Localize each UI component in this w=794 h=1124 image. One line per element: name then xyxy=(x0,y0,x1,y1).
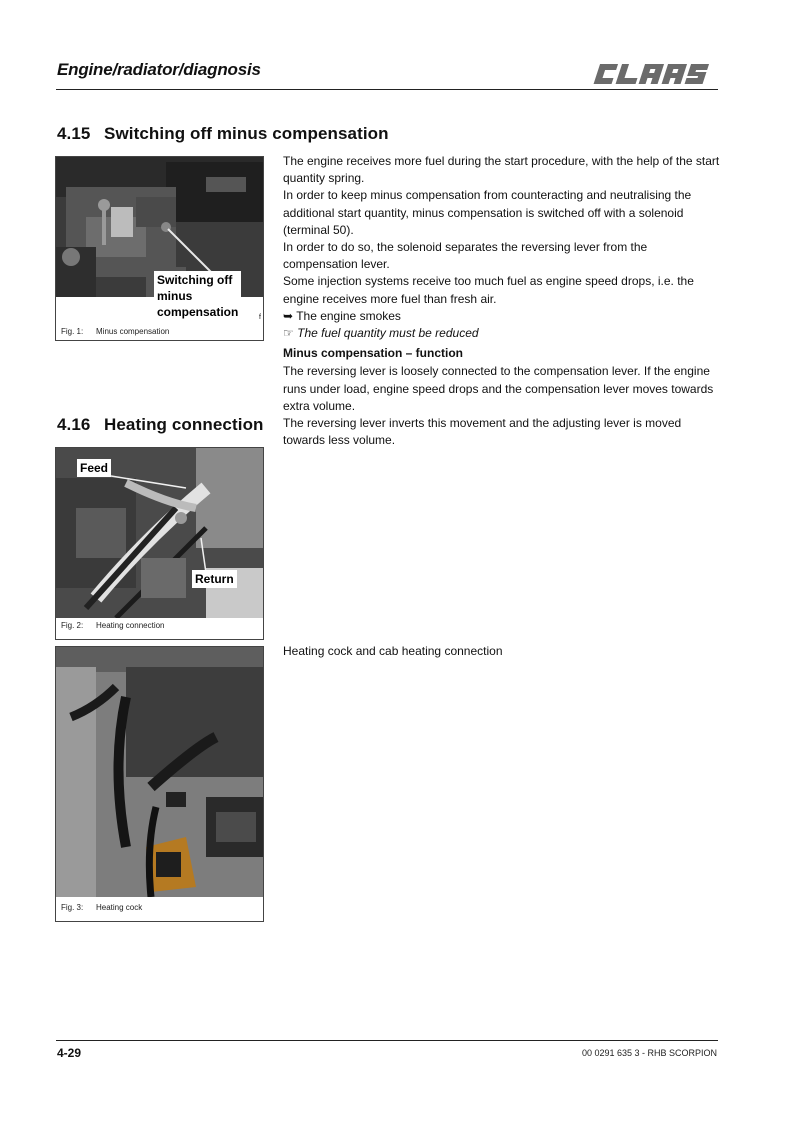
footer-rule xyxy=(56,1040,718,1041)
figure-caption xyxy=(61,903,142,912)
page-number: 4-29 xyxy=(57,1046,82,1060)
chapter-title: Engine/radiator/diagnosis xyxy=(57,60,261,79)
callout-switching-off xyxy=(154,271,241,321)
section-4-15-text xyxy=(283,153,723,449)
paragraph: The reversing lever is loosely connected to the compensation lever. If the engine runs under load, engine speed drops and the compensation lever moves towards extra volume. xyxy=(283,364,714,413)
callout-feed: Feed xyxy=(77,459,111,477)
subheading: Minus compensation – function xyxy=(283,346,464,361)
section-title: Switching off minus compensation xyxy=(104,124,389,143)
result-line xyxy=(283,308,723,325)
section-heading-4-15 xyxy=(57,124,389,144)
heating-cock-photo xyxy=(56,647,263,897)
paragraph: Heating cock and cab heating connection xyxy=(283,644,503,658)
document-id: 00 0291 635 3 - RHB SCORPION xyxy=(581,1048,717,1058)
figure-mark: f xyxy=(259,314,261,321)
callout-line: minus xyxy=(157,289,193,303)
paragraph: The engine receives more fuel during the start procedure, with the help of the start quantity spring. xyxy=(283,154,720,186)
figure-3 xyxy=(55,646,264,922)
claas-logo xyxy=(590,58,718,90)
note-line xyxy=(283,325,723,342)
section-title: Heating connection xyxy=(104,415,264,434)
section-number: 4.15 xyxy=(57,124,91,143)
note-text: The fuel quantity must be reduced xyxy=(297,326,479,341)
paragraph: In order to do so, the solenoid separates the reversing lever from the compensation lever. xyxy=(283,240,648,272)
section-heading-4-16 xyxy=(57,415,264,435)
figure-caption xyxy=(61,327,169,336)
figure-number: Fig. 1: xyxy=(61,327,84,336)
section-number: 4.16 xyxy=(57,415,91,434)
figure-caption-text: Minus compensation xyxy=(96,327,170,336)
result-text: The engine smokes xyxy=(296,308,401,323)
header-rule xyxy=(56,89,718,90)
paragraph: The reversing lever inverts this movement and the adjusting lever is moved towards less volume. xyxy=(283,416,682,448)
figure-number: Fig. 3: xyxy=(61,903,84,912)
paragraph: In order to keep minus compensation from counteracting and neutralising the additional start quantity, minus compensation is switched off with a solenoid (terminal 50). xyxy=(283,188,692,237)
callout-line: Switching off xyxy=(157,273,233,287)
figure-2 xyxy=(55,447,264,640)
callout-return: Return xyxy=(192,570,237,588)
figure-caption-text: Heating connection xyxy=(96,621,165,630)
callout-line: compensation xyxy=(157,305,239,319)
paragraph: Some injection systems receive too much fuel as engine speed drops, i.e. the engine receives more fuel than fresh air. xyxy=(283,274,694,306)
section-4-16-text xyxy=(283,643,723,660)
pointing-hand-icon: ☞ xyxy=(283,326,294,341)
figure-caption xyxy=(61,621,165,630)
arrow-icon: ➥ xyxy=(283,308,294,323)
figure-caption-text: Heating cock xyxy=(96,903,143,912)
figure-number: Fig. 2: xyxy=(61,621,84,630)
figure-1 xyxy=(55,156,264,341)
